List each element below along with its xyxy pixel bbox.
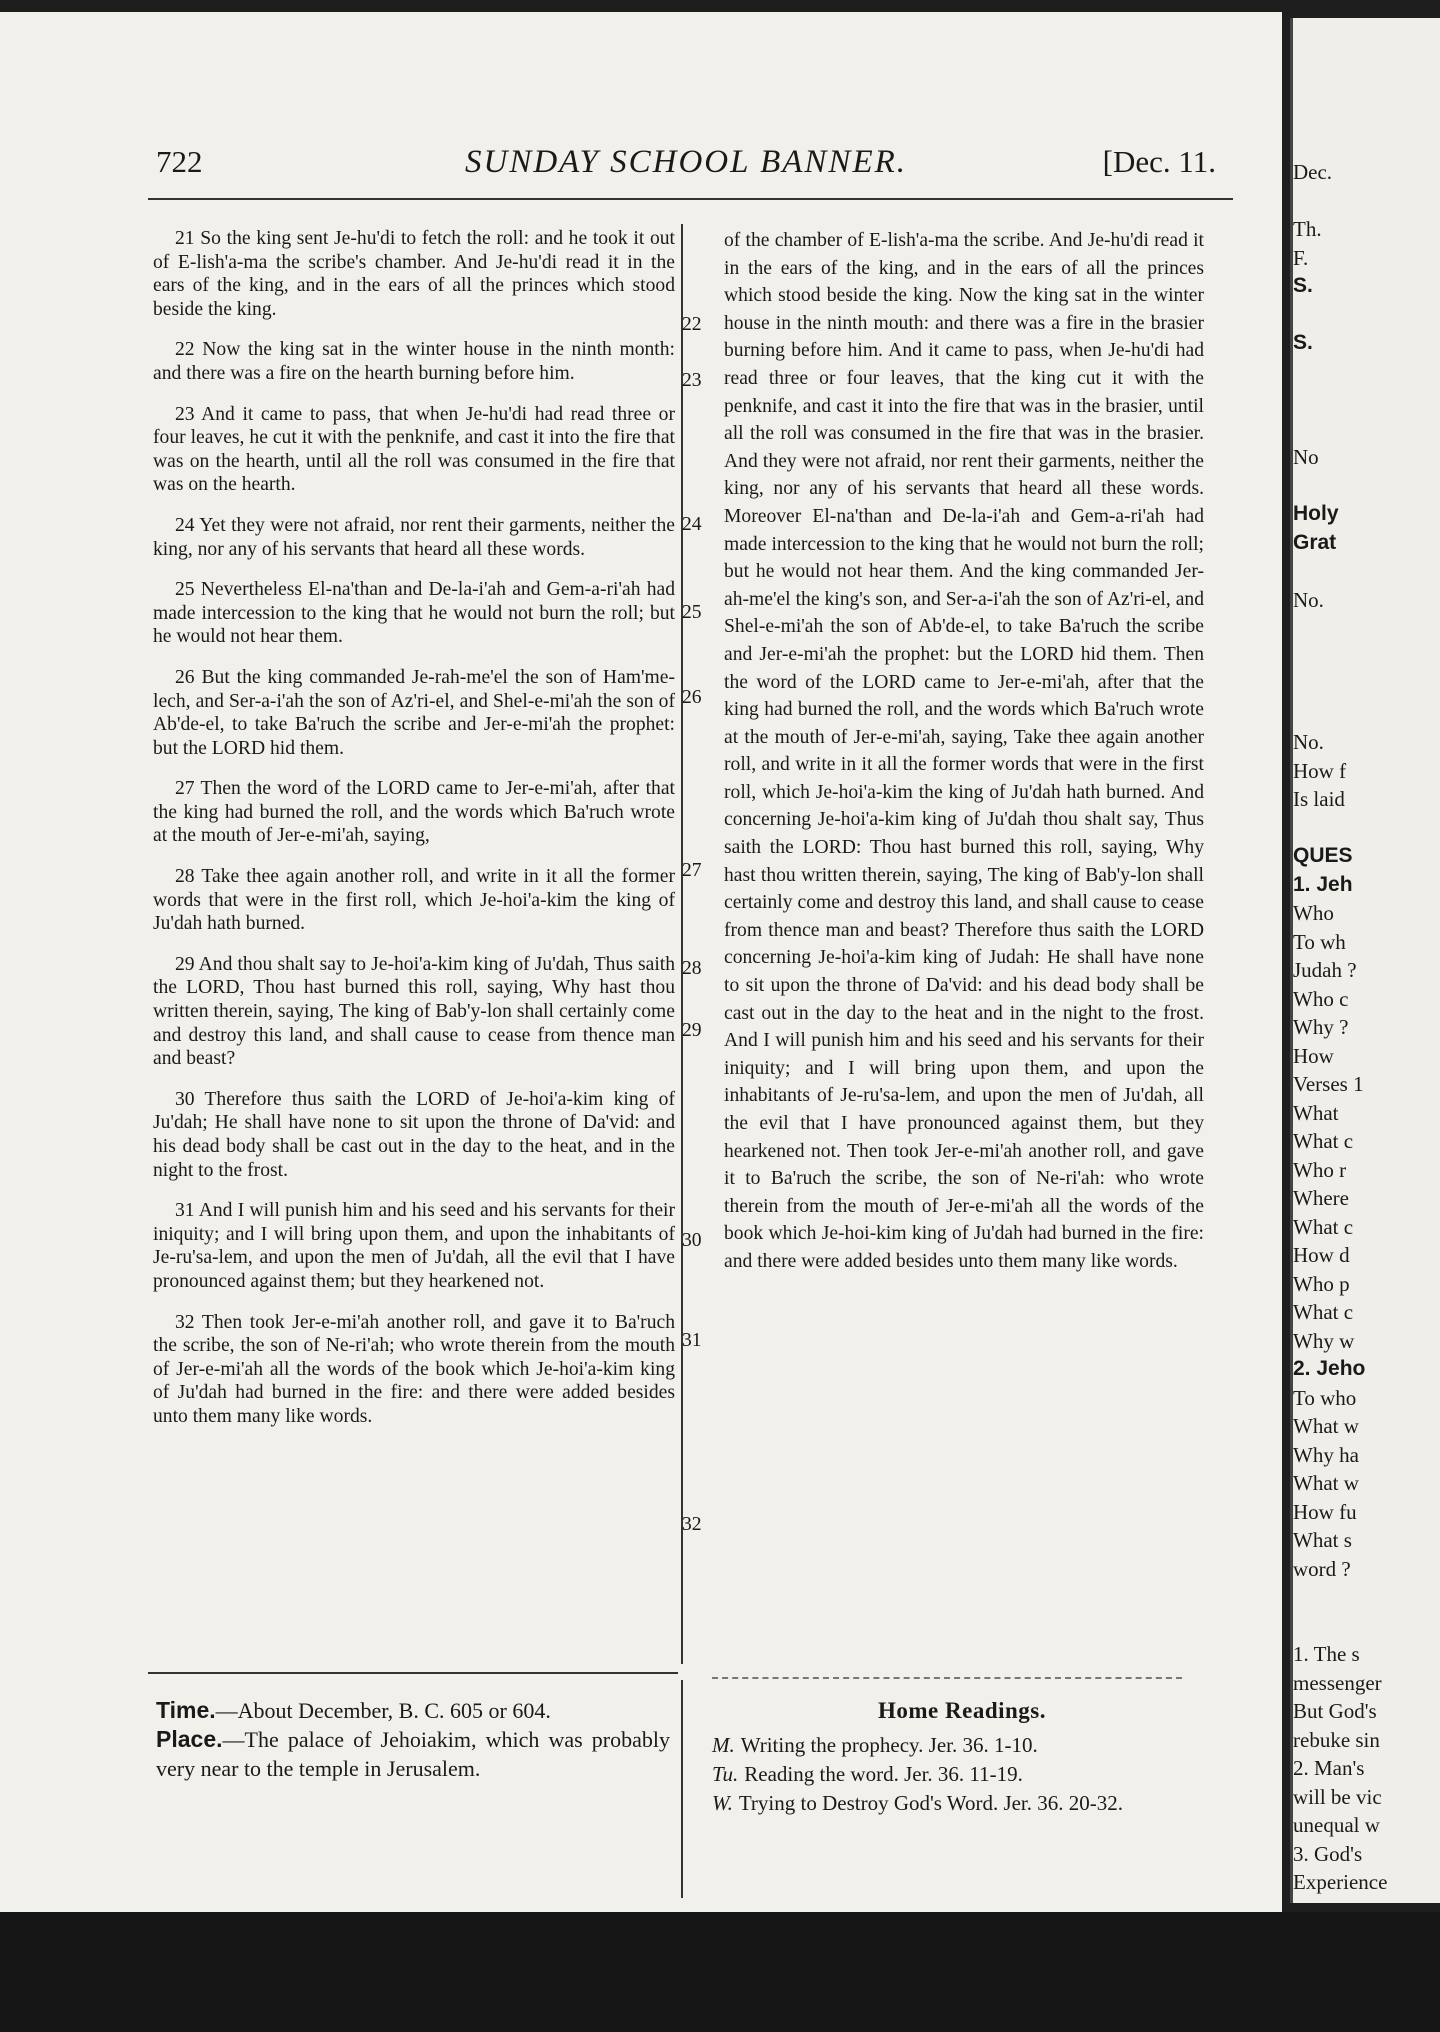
reading-day: W. <box>712 1791 733 1815</box>
footer-rule-left <box>148 1672 678 1674</box>
fragment-line: QUES <box>1293 844 1353 867</box>
verse-paragraph: 29 And thou shalt say to Je-hoi'a-kim king of Ju'dah, Thus saith the LORD, Thou hast burned this roll, saying, Why hast thou written therein, saying, The king of Bab'y-lon shall certainly come and destroy this land, and shall cause to cease from thence man and beast? <box>153 953 675 1070</box>
verse-paragraph: 28 Take thee again another roll, and write in it all the former words that were in the first roll, which Je-hoi'a-kim the king of Ju'dah hath burned. <box>153 866 675 935</box>
reading-text: Trying to Destroy God's Word. Jer. 36. 20-32. <box>738 1791 1124 1815</box>
fragment-line: 1. Jeh <box>1293 872 1353 896</box>
revised-text: of the chamber of E-lish'a-ma the scribe. And Je-hu'di read it in the ears of the king, and in the ears of all the princes which stood beside the king. Now the king sat in the winter house in the ninth mouth: and there was a fire in the brasier burning before him. And it came to pass, when Je-hu'di had read three or four leaves, that the king cut it with the penknife, and cast it into the fire that was in the brasier, until all the roll was consumed in the fire that was in the brasier. And they were not afraid, nor rent their garments, neither the king, nor any of his servants that heard all these words. Moreover El-na'than and De-la-i'ah and Gem-a-ri'ah had made intercession to the king that he would not burn the roll; but he would not hear them. And the king commanded Jer-ah-me'el the king's son, and Ser-a-i'ah the son of Az'ri-el, and Shel-e-mi'ah the son of Ab'de-el, to take Ba'ruch the scribe and Jer-e-mi'ah the prophet: but the LORD hid them. Then the word of the LORD came to Jer-e-mi'ah, after that the king had burned the roll, and the words which Ba'ruch wrote at the mouth of Jer-e-mi'ah, saying, Take thee again another roll, and write in it all the former words that were in the first roll, which Je-hoi'a-kim the king of Ju'dah hath burned. And concerning Je-hoi'a-kim king of Ju'dah thou shalt say, Thus saith the LORD: Thou hast burned this roll, saying, Why hast thou written therein, saying, The king of Bab'y-lon shall certainly come and destroy this land, and shall cause to cease from thence man and beast? Therefore thus saith the LORD concerning Je-hoi'a-kim king of Judah: He shall have none to sit upon the throne of Da'vid: and his dead body shall be cast out in the day to the heat and in the night to the frost. And I will punish him and his seed and his servants for their iniquity; and I will bring upon them, and upon the inhabitants of Je-ru'sa-lem, and upon the men of Ju'dah, all the evil that I have pronounced against them, but they hearkened not. Then took Jer-e-mi'ah another roll, and gave it to Ba'ruch the scribe, the son of Ne-ri'ah: who wrote therein from the mouth of Jer-e-mi'ah all the words of the book which Je-hoi-kim king of Ju'dah had burned in the fire: and there were added besides unto them many like words. <box>724 230 1204 1272</box>
revised-version-column <box>724 227 1204 1293</box>
place-label: Place. <box>156 1726 223 1752</box>
verse-paragraph: 22 Now the king sat in the winter house in the ninth month: and there was a fire on the hearth burning before him. <box>153 339 675 384</box>
authorized-version-column <box>153 227 675 1446</box>
footer-rule-right <box>712 1677 1182 1679</box>
fragment-line: How <box>1293 1043 1334 1068</box>
fragment-line: 1. The s <box>1293 1642 1360 1666</box>
home-readings-title: Home Readings. <box>878 1698 1046 1723</box>
adjacent-page-text <box>1293 158 1440 1897</box>
fragment-line: What c <box>1293 1300 1354 1324</box>
fragment-line <box>1293 301 1440 330</box>
fragment-line: 2. Man's <box>1293 1756 1365 1780</box>
fragment-line: Who c <box>1293 986 1349 1011</box>
verse-paragraph: 26 But the king commanded Je-rah-me'el the son of Ham'me-lech, and Ser-a-i'ah the son of Az'ri-el, and Shel-e-mi'ah the son of Ab'de-el, to take Ba'ruch the scribe and Jer-e-mi'ah the prophet: but the LORD hid them. <box>153 666 675 759</box>
verse-number: 28 <box>682 958 702 979</box>
fragment-line <box>1293 1612 1440 1641</box>
fragment-line: What c <box>1293 1129 1354 1153</box>
scan-border <box>0 1912 1440 2032</box>
fragment-line: S. <box>1293 331 1313 354</box>
header-rule <box>148 198 1233 200</box>
verse-paragraph: 24 Yet they were not afraid, nor rent their garments, neither the king, nor any of his servants that heard all these words. <box>153 514 675 560</box>
place-text: —The palace of Jehoiakim, which was probably very near to the temple in Jerusalem. <box>156 1727 670 1781</box>
adjacent-page-fragment <box>1290 18 1440 1903</box>
reading-text: Reading the word. Jer. 36. 11-19. <box>744 1762 1023 1786</box>
fragment-line <box>1293 358 1440 387</box>
fragment-line: To who <box>1293 1385 1357 1410</box>
fragment-line: What s <box>1293 1528 1352 1552</box>
verse-paragraph: 30 Therefore thus saith the LORD of Je-hoi'a-kim king of Ju'dah; He shall have none to sit upon the throne of Da'vid: and his dead body shall be cast out in the day to the heat, and in the night to the frost. <box>153 1088 675 1181</box>
time-place <box>156 1696 670 1783</box>
fragment-line: Who <box>1293 901 1334 925</box>
time-text: —About December, B. C. 605 or 604. <box>215 1698 551 1723</box>
fragment-line <box>1293 814 1440 843</box>
fragment-line: Th. <box>1293 217 1322 241</box>
fragment-line <box>1293 614 1440 643</box>
fragment-line: Who r <box>1293 1157 1347 1182</box>
fragment-line: F. <box>1293 245 1309 270</box>
verse-paragraph: 32 Then took Jer-e-mi'ah another roll, and gave it to Ba'ruch the scribe, the son of Ne-ri'ah; who wrote therein from the mouth of Jer-e-mi'ah all the words of the book which Je-hoi'a-kim king of Ju'dah had burned in the fire: and there were added besides unto them many like words. <box>153 1311 675 1427</box>
fragment-line <box>1293 415 1440 444</box>
fragment-line: How f <box>1293 758 1347 783</box>
verse-number: 29 <box>682 1020 702 1041</box>
page-number: 722 <box>156 144 203 179</box>
verse-number: 22 <box>682 314 702 335</box>
time-label: Time. <box>156 1697 216 1723</box>
reading-text: Writing the prophecy. Jer. 36. 1-10. <box>740 1733 1038 1757</box>
verse-paragraph: 31 And I will punish him and his seed and his servants for their iniquity; and I will bring upon them, and upon the inhabitants of Je-ru'sa-lem, and upon the men of Ju'dah, all the evil that I have pronounced against them; but they hearkened not. <box>153 1200 675 1292</box>
home-readings <box>712 1696 1212 1818</box>
fragment-line: What w <box>1293 1414 1359 1438</box>
fragment-line: How fu <box>1293 1499 1357 1524</box>
verse-number: 30 <box>682 1230 702 1251</box>
footer-divider <box>681 1680 683 1898</box>
fragment-line: What w <box>1293 1471 1359 1495</box>
reading-day: M. <box>712 1733 735 1757</box>
reading-item <box>712 1731 1212 1760</box>
fragment-line: Why ha <box>1293 1442 1359 1467</box>
column-divider <box>681 224 683 1664</box>
verse-number: 26 <box>682 687 702 708</box>
fragment-line <box>1293 1583 1440 1612</box>
fragment-line: What c <box>1293 1214 1354 1239</box>
fragment-line: Dec. <box>1293 160 1333 184</box>
verse-paragraph: 25 Nevertheless El-na'than and De-la-i'ah and Gem-a-ri'ah had made intercession to the king that he would not burn the roll; but he would not hear them. <box>153 579 675 648</box>
fragment-line: messenger <box>1293 1670 1382 1695</box>
fragment-line: Why w <box>1293 1328 1355 1353</box>
fragment-line: Who p <box>1293 1271 1350 1296</box>
fragment-line <box>1293 643 1440 672</box>
fragment-line: Is laid <box>1293 787 1345 811</box>
fragment-line: Grat <box>1293 530 1337 554</box>
reading-item <box>712 1789 1212 1818</box>
verse-paragraph: 27 Then the word of the LORD came to Jer-e-mi'ah, after that the king had burned the roll, and the words which Ba'ruch wrote at the mouth of Jer-e-mi'ah, saying, <box>153 778 675 847</box>
fragment-line: word ? <box>1293 1556 1351 1581</box>
verse-number: 24 <box>682 514 702 535</box>
verse-number: 25 <box>682 602 702 623</box>
left-page <box>0 12 1282 1912</box>
fragment-line: 3. God's <box>1293 1841 1363 1866</box>
page-title: SUNDAY SCHOOL BANNER. <box>464 144 908 180</box>
page-header <box>156 144 1216 188</box>
fragment-line: will be vic <box>1293 1784 1382 1809</box>
verse-number: 23 <box>682 370 702 391</box>
fragment-line: No <box>1293 445 1319 469</box>
reading-day: Tu. <box>712 1762 739 1786</box>
verse-number: 31 <box>682 1330 702 1351</box>
header-date: [Dec. 11. <box>1102 144 1216 179</box>
reading-item <box>712 1760 1212 1789</box>
fragment-line: Where <box>1293 1186 1349 1210</box>
fragment-line <box>1293 700 1440 729</box>
fragment-line: But God's <box>1293 1699 1377 1723</box>
verse-number: 27 <box>682 860 702 881</box>
fragment-line: Verses 1 <box>1293 1072 1364 1096</box>
fragment-line: rebuke sin <box>1293 1727 1380 1752</box>
fragment-line: 2. Jeho <box>1293 1357 1366 1380</box>
fragment-line: Holy <box>1293 502 1339 525</box>
fragment-line: Experience <box>1293 1870 1388 1894</box>
fragment-line <box>1293 386 1440 415</box>
fragment-line <box>1293 671 1440 700</box>
fragment-line: No. <box>1293 730 1324 754</box>
fragment-line: To wh <box>1293 929 1346 954</box>
fragment-line: No. <box>1293 587 1324 612</box>
verse-paragraph: 23 And it came to pass, that when Je-hu'di had read three or four leaves, he cut it with the penknife, and cast it into the fire that was on the hearth, until all the roll was consumed in the fire that was on the hearth. <box>153 403 675 496</box>
fragment-line: What <box>1293 1100 1339 1125</box>
verse-number: 32 <box>682 1514 702 1535</box>
fragment-line: unequal w <box>1293 1813 1380 1837</box>
fragment-line: Judah ? <box>1293 958 1357 982</box>
verse-paragraph: 21 So the king sent Je-hu'di to fetch the roll: and he took it out of E-lish'a-ma the scribe's chamber. And Je-hu'di read it in the ears of the king, and in the ears of all the princes which stood beside the king. <box>153 228 675 320</box>
fragment-line <box>1293 472 1440 501</box>
fragment-line: How d <box>1293 1243 1350 1267</box>
fragment-line <box>1293 557 1440 586</box>
fragment-line: S. <box>1293 274 1313 297</box>
fragment-line: Why ? <box>1293 1015 1349 1039</box>
fragment-line <box>1293 187 1440 216</box>
